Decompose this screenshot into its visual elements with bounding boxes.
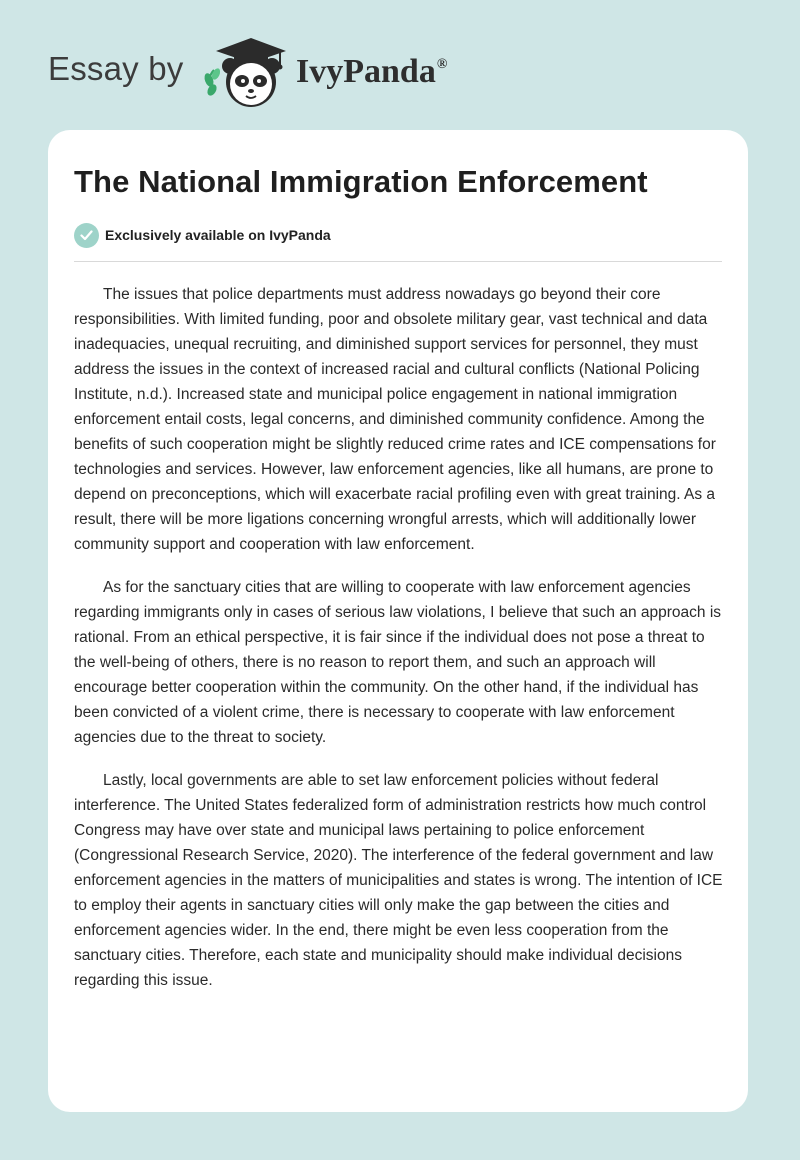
- essay-by-label: Essay by: [48, 50, 184, 87]
- paragraph: As for the sanctuary cities that are willing to cooperate with law enforcement agencies regarding immigrants only in cases of serious law violations, I believe that such an approach is rational. From an ethical perspective, it is fair since if the individual does not pose a threat to the well-being of others, there is no reason to report them, and such an approach will encourage better cooperation within the community. On the other hand, if the individual has been convicted of a violent crime, there is necessary to cooperate with law enforcement agencies due to the threat to society.: [74, 579, 722, 746]
- paragraph: Lastly, local governments are able to set law enforcement policies without federal interference. The United States federalized form of administration restricts how much control Congress may have over state and municipal laws pertaining to police enforcement (Congressional Research Service, 2020). The interference of the federal government and law enforcement agencies in the matters of municipalities and states is wrong. The intention of ICE to employ their agents in sanctuary cities will only make the gap between the cities and enforcement agencies wider. In the end, there might be even less cooperation from the sanctuary cities. Therefore, each state and municipality should make individual decisions regarding this issue.: [74, 772, 723, 989]
- paragraph: The issues that police departments must address nowadays go beyond their core responsibilities. With limited funding, poor and obsolete military gear, vast technical and data inadequacies, unequal recruiting, and diminished support services for personnel, they must address the issues in the context of increased racial and cultural conflicts (National Policing Institute, n.d.). Increased state and municipal police engagement in national immigration enforcement entail costs, legal concerns, and diminished community confidence. Among the benefits of such cooperation might be slightly reduced crime rates and ICE compensations for technologies and services. However, law enforcement agencies, like all humans, are prone to depend on preconceptions, which will exacerbate racial profiling even with great training. As a result, there will be more ligations concerning wrongful arrests, which will additionally lower community support and cooperation with law enforcement.: [74, 286, 716, 553]
- brand-name[interactable]: [296, 53, 447, 91]
- site-header: [0, 0, 800, 130]
- panda-logo-icon[interactable]: [200, 36, 292, 112]
- badge-label: Exclusively available on IvyPanda: [105, 227, 331, 243]
- divider: [74, 261, 722, 262]
- brand-text: IvyPanda: [296, 53, 436, 90]
- leaf-icon: [203, 67, 222, 97]
- exclusive-badge: [74, 222, 331, 248]
- page-title: The National Immigration Enforcement: [74, 164, 648, 199]
- registered-mark: ®: [436, 57, 448, 72]
- essay-body: [74, 282, 724, 1011]
- essay-card: [48, 130, 748, 1112]
- check-icon: [74, 223, 99, 248]
